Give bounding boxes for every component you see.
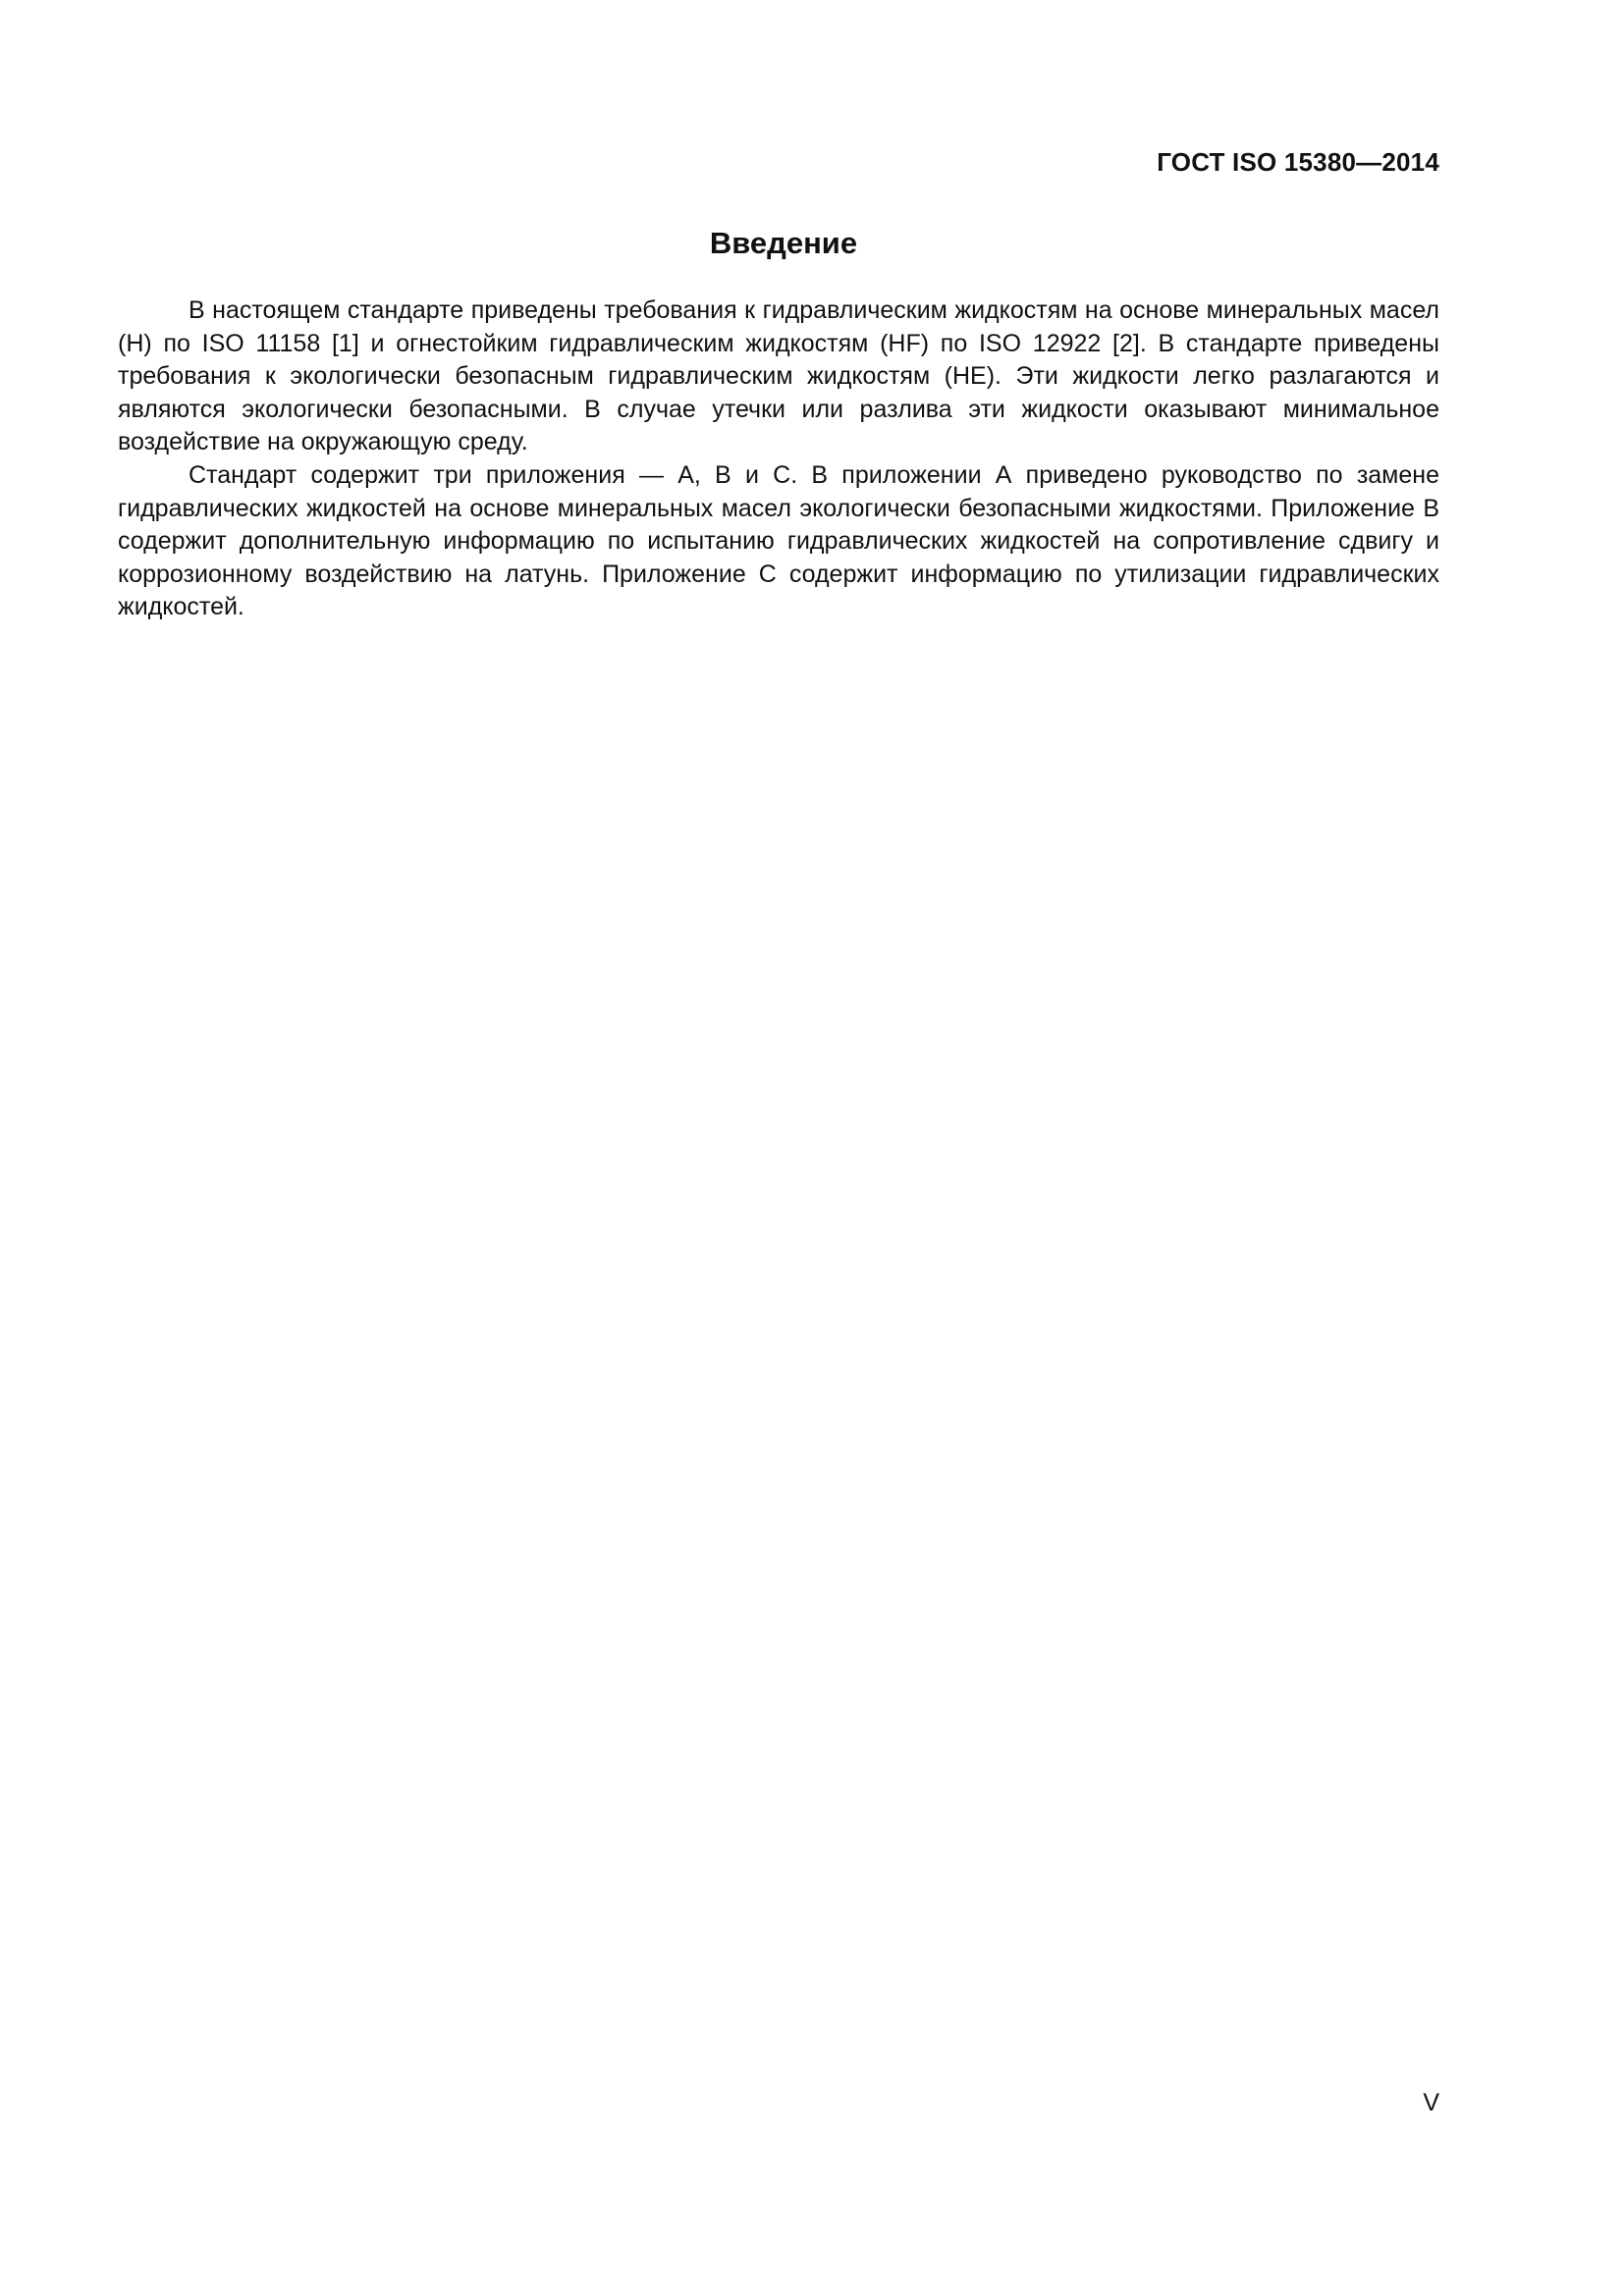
page-number: V: [1423, 2089, 1439, 2116]
section-body: [118, 294, 1439, 624]
paragraph-1: В настоящем стандарте приведены требования к гидравлическим жидкостям на основе минеральных масел (Н) по ISO 11158 [1] и огнестойким гидравлическим жидкостям (HF) по ISO 12922 [2]. В стандарте приведены требования к экологически безопасным гидравлическим жидкостям (НЕ). Эти жидкости легко разлагаются и являются экологически безопасными. В случае утечки или разлива эти жидкости оказывают минимальное воздействие на окружающую среду.: [118, 296, 1439, 456]
paragraph-2: Стандарт содержит три приложения — А, В и С. В приложении А приведено руководство по замене гидравлических жидкостей на основе минеральных масел экологически безопасными жидкостями. Приложение В содержит дополнительную информацию по испытанию гидравлических жидкостей на сопротивление сдвигу и коррозионному воздействию на латунь. Приложение С содержит информацию по утилизации гидравлических жидкостей.: [118, 460, 1439, 621]
section-title: Введение: [709, 226, 858, 260]
standard-code-header: ГОСТ ISO 15380—2014: [1157, 147, 1439, 177]
